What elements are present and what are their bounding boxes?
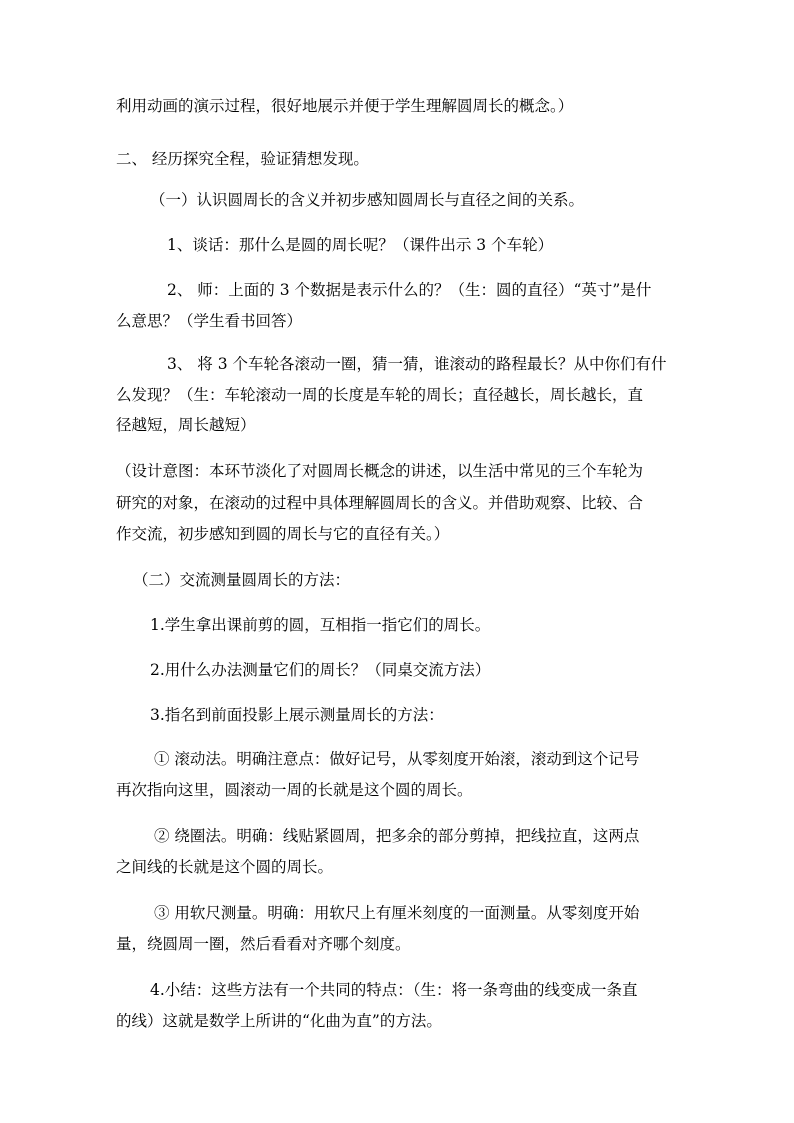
text-line: 1.学生拿出课前剪的圆，互相指一指它们的周长。 — [150, 616, 491, 634]
text-line: 2.用什么办法测量它们的周长？（同桌交流方法） — [150, 661, 491, 679]
design-note-line: 作交流，初步感知到圆的周长与它的直径有关。） — [116, 525, 450, 543]
list-item-line: ① 滚动法。明确注意点：做好记号，从零刻度开始滚，滚动到这个记号 — [154, 750, 640, 768]
list-item-line: ② 绕圈法。明确：线贴紧圆周，把多余的部分剪掉，把线拉直，这两点 — [154, 827, 640, 845]
section-heading: 二、 经历探究全程，验证猜想发现。 — [116, 150, 369, 168]
list-item-line: 量，绕圆周一圈，然后看看对齐哪个刻度。 — [116, 935, 411, 953]
text-line: 么意思？（学生看书回答） — [116, 312, 303, 330]
subsection-heading: （一）认识圆周长的含义并初步感知圆周长与直径之间的关系。 — [150, 191, 585, 209]
design-note-line: （设计意图：本环节淡化了对圆周长概念的讲述，以生活中常见的三个车轮为 — [116, 462, 644, 480]
text-line: 3、 将 3 个车轮各滚动一圈，猜一猜，谁滚动的路程最长？从中你们有什 — [167, 355, 667, 373]
subsection-heading: （二）交流测量圆周长的方法： — [133, 571, 351, 589]
text-line: 2、 师：上面的 3 个数据是表示什么的？（生：圆的直径）“英寸”是什 — [167, 281, 652, 299]
text-line: 么发现？（生：车轮滚动一周的长度是车轮的周长；直径越长，周长越长，直 — [116, 386, 644, 404]
text-line: 利用动画的演示过程，很好地展示并便于学生理解圆周长的概念。） — [116, 97, 574, 115]
text-line: 径越短，周长越短） — [116, 416, 256, 434]
summary-line: 4.小结：这些方法有一个共同的特点：（生：将一条弯曲的线变成一条直 — [150, 981, 638, 999]
list-item-line: 之间线的长就是这个圆的周长。 — [116, 858, 334, 876]
summary-line: 的线）这就是数学上所讲的“化曲为直”的方法。 — [116, 1012, 442, 1030]
text-line: 1、谈话：那什么是圆的周长呢？（课件出示 3 个车轮） — [167, 236, 554, 254]
list-item-line: 再次指向这里，圆滚动一周的长就是这个圆的周长。 — [116, 781, 473, 799]
text-line: 3.指名到前面投影上展示测量周长的方法： — [150, 706, 444, 724]
list-item-line: ③ 用软尺测量。明确：用软尺上有厘米刻度的一面测量。从零刻度开始 — [154, 904, 640, 922]
design-note-line: 研究的对象，在滚动的过程中具体理解圆周长的含义。并借助观察、比较、合 — [116, 494, 644, 512]
